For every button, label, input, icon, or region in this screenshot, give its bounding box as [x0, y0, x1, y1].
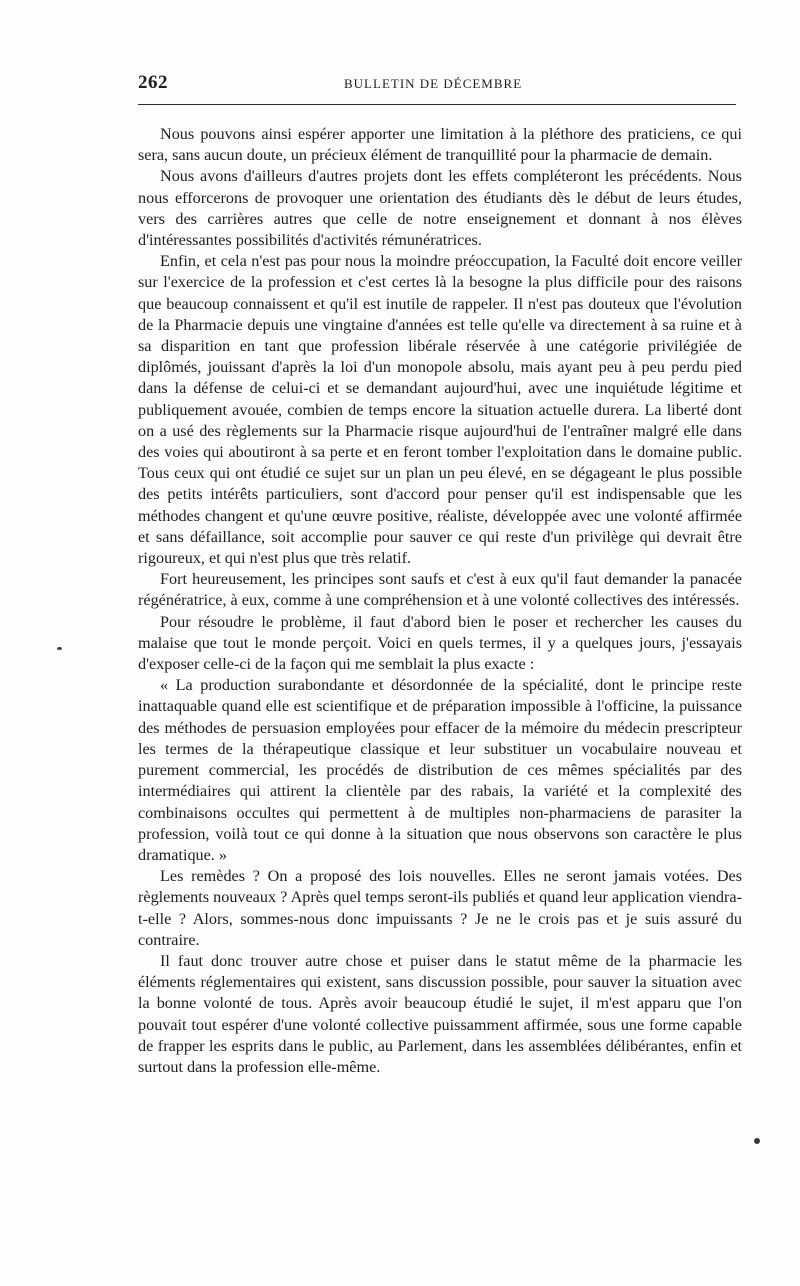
- paragraph: Nous pouvons ainsi espérer apporter une limitation à la pléthore des praticiens, ce qui sera, sans aucun doute, un précieux élément de tranquillité pour la pharmacie de demain.: [138, 125, 742, 165]
- page-number: 262: [138, 72, 168, 93]
- paragraph: Nous avons d'ailleurs d'autres projets dont les effets compléteront les précédents. Nous nous efforcerons de provoquer une orientation des étudiants dès le début de leurs études, vers des carrières autres que celle de notre enseignement et donnant à nos élèves d'intéressantes possibilités d'activités rémunératrices.: [138, 167, 742, 250]
- paragraph: Il faut donc trouver autre chose et puiser dans le statut même de la pharmacie les éléments réglementaires qui existent, sans discussion possible, pour sauver la situation avec la bonne volonté de tous. Après avoir beaucoup étudié le sujet, il m'est apparu que l'on pouvait tout espérer d'une volonté collective puissamment affirmée, sous une forme capable de frapper les esprits dans le public, au Parlement, dans les assemblées délibérantes, enfin et surtout dans la profession elle-même.: [138, 951, 742, 1076]
- page-header: [138, 72, 738, 102]
- quoted-paragraph: « La production surabondante et désordonnée de la spécialité, dont le principe reste inattaquable quand elle est scientifique et de préparation impossible à l'officine, la puissance des méthodes de persuasion employées pour effacer de la mémoire du médecin prescripteur les termes de la thérapeutique classique et leur substituer un vocabulaire nouveau et purement commercial, les procédés de distribution de ces mêmes spécialités par des intermédiaires qui attirent la clientèle par des rabais, la variété et la complexité des combinaisons occultes qui permettent à de multiples non-pharmaciens de parasiter la profession, voilà tout ce qui donne à la situation que nous observons son caractère le plus dramatique. »: [138, 676, 742, 864]
- margin-mark: [57, 647, 62, 650]
- running-title: BULLETIN DE DÉCEMBRE: [344, 76, 523, 91]
- paragraph: Enfin, et cela n'est pas pour nous la moindre préoccupation, la Faculté doit encore veiller sur l'exercice de la profession et c'est certes là la besogne la plus difficile pour des raisons que beaucoup connaissent et qu'il est inutile de rappeler. Il n'est pas douteux que l'évolution de la Pharmacie depuis une vingtaine d'années est telle qu'elle va directement à sa ruine et à sa disparition en tant que profession libérale réservée à une catégorie privilégiée de diplômés, jouissant d'après la loi d'un monopole absolu, mais ayant peu à peu perdu pied dans la défense de celui-ci et se demandant aujourd'hui, avec une inquiétude légitime et publiquement avouée, combien de temps encore la situation actuelle durera. La liberté dont on a usé des règlements sur la Pharmacie risque aujourd'hui de l'entraîner malgré elle dans des voies qui aboutiront à sa perte et en feront tomber l'exploitation dans le domaine public. Tous ceux qui ont étudié ce sujet sur un plan un peu élevé, en se dégageant le plus possible des petits intérêts particuliers, sont d'accord pour penser qu'il est indispensable que les méthodes changent et qu'une œuvre positive, réaliste, développée avec une volonté affirmée et sans défaillance, soit accomplie pour sauver ce qui reste d'un privilège qui devrait être rigoureux, et qui n'est plus que très relatif.: [138, 252, 742, 568]
- paragraph: Les remèdes ? On a proposé des lois nouvelles. Elles ne seront jamais votées. Des règlements nouveaux ? Après quel temps seront-ils publiés et quand leur application viendra-t-elle ? Alors, sommes-nous donc impuissants ? Je ne le crois pas et je suis assuré du contraire.: [138, 867, 742, 949]
- margin-dot: [754, 1138, 760, 1144]
- paragraph: Pour résoudre le problème, il faut d'abord bien le poser et rechercher les causes du malaise que tout le monde perçoit. Voici en quels termes, il y a quelques jours, j'essayais d'exposer celle-ci de la façon qui me semblait la plus exacte :: [138, 612, 742, 674]
- article-body: [138, 124, 742, 1078]
- header-rule: [138, 104, 736, 105]
- paragraph: Fort heureusement, les principes sont saufs et c'est à eux qu'il faut demander la panacée régénératrice, à eux, comme à une compréhension et à une volonté collectives des intéressés.: [138, 570, 742, 610]
